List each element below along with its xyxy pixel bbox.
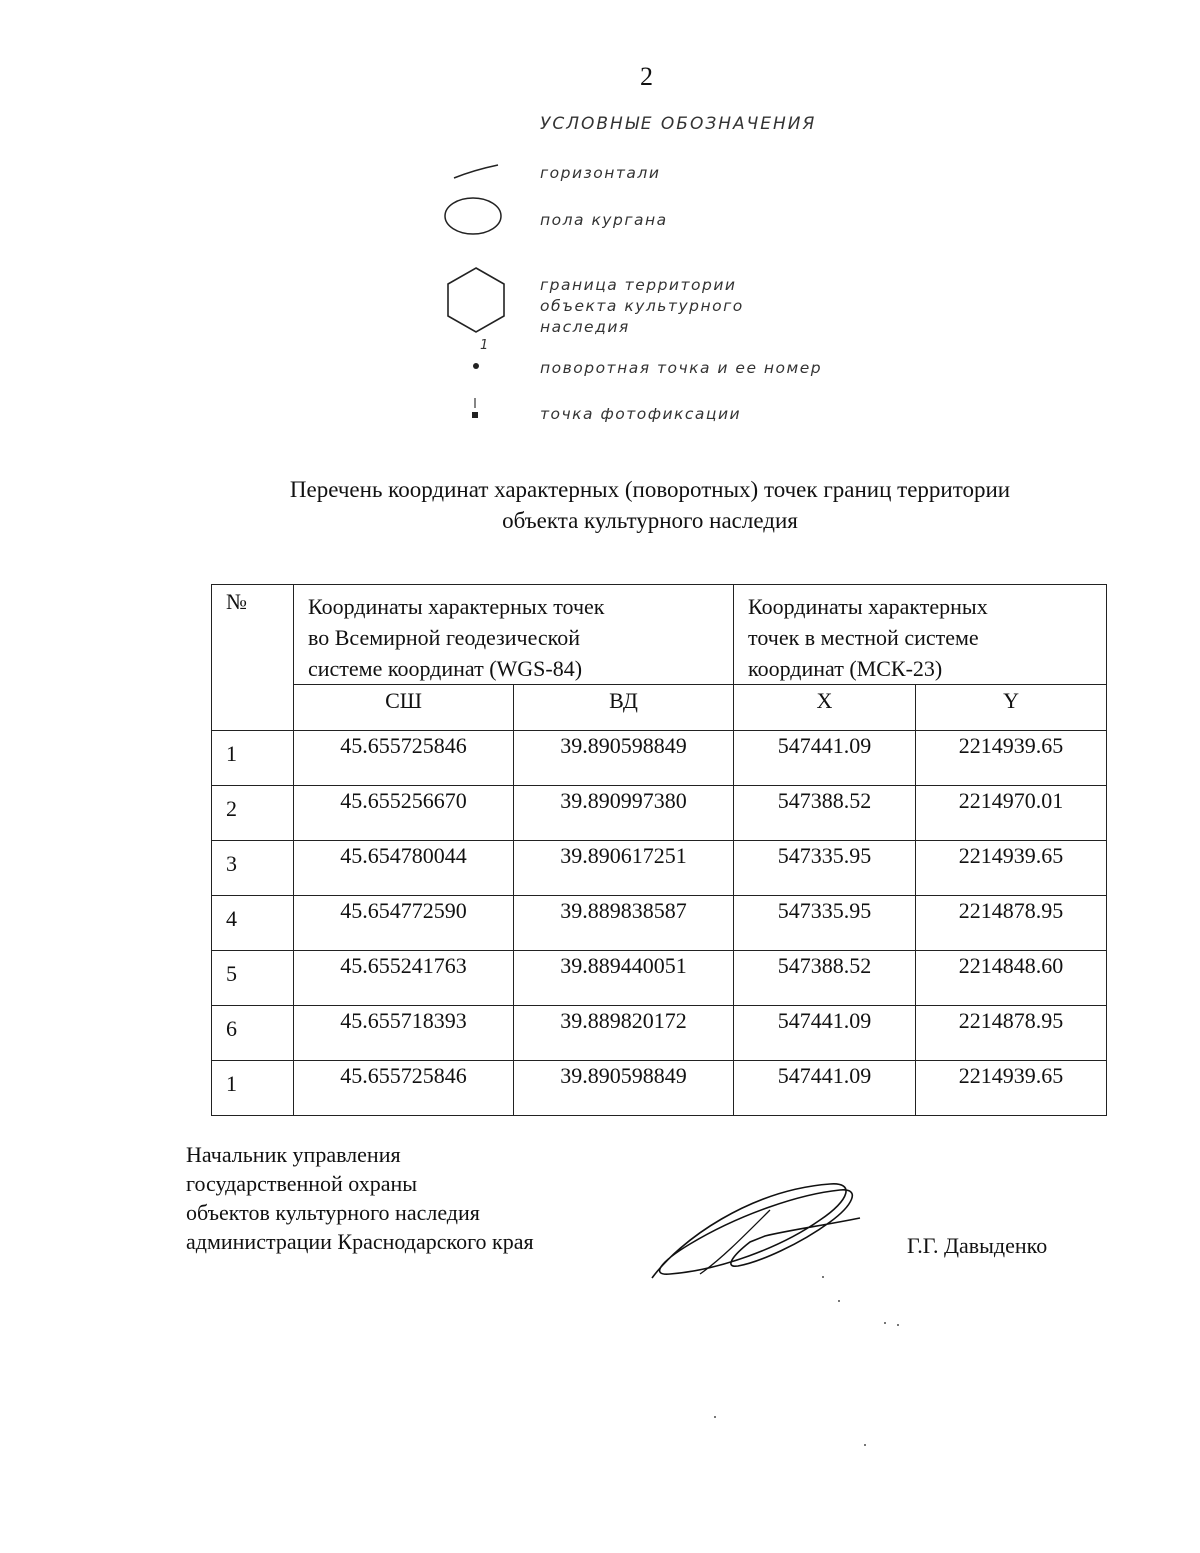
y-cell: 2214939.65 bbox=[916, 841, 1107, 896]
longitude-cell: 39.890598849 bbox=[514, 731, 734, 786]
table-subheader-y: Y bbox=[916, 685, 1107, 731]
coordinates-table bbox=[211, 584, 1107, 1116]
hexagon-icon bbox=[440, 264, 512, 336]
latitude-cell: 45.654780044 bbox=[294, 841, 514, 896]
table-row bbox=[212, 896, 1107, 951]
latitude-cell: 45.655725846 bbox=[294, 1061, 514, 1116]
point-number-cell: 1 bbox=[212, 1061, 294, 1116]
table-header-line: Координаты характерных bbox=[748, 594, 988, 619]
signatory-title-line: Начальник управления bbox=[186, 1142, 401, 1167]
point-number-cell: 1 bbox=[212, 731, 294, 786]
legend-label-territory-boundary bbox=[540, 275, 744, 338]
point-number-cell: 6 bbox=[212, 1006, 294, 1061]
point-number-cell: 3 bbox=[212, 841, 294, 896]
legend-label-line: граница территории bbox=[540, 276, 737, 294]
turning-point-marker-number: 1 bbox=[480, 338, 490, 353]
y-cell: 2214878.95 bbox=[916, 896, 1107, 951]
turning-point-icon bbox=[470, 360, 482, 372]
scan-speck bbox=[822, 1276, 824, 1278]
coordinates-list-title-line: Перечень координат характерных (поворотных) точек границ территории bbox=[289, 477, 1011, 502]
legend-label-barrow-floor: пола кургана bbox=[540, 211, 668, 229]
longitude-cell: 39.890617251 bbox=[514, 841, 734, 896]
table-header-line: во Всемирной геодезической bbox=[308, 625, 580, 650]
x-cell: 547335.95 bbox=[734, 841, 916, 896]
x-cell: 547388.52 bbox=[734, 786, 916, 841]
latitude-cell: 45.655725846 bbox=[294, 731, 514, 786]
latitude-cell: 45.655718393 bbox=[294, 1006, 514, 1061]
table-subheader-x: X bbox=[734, 685, 916, 731]
y-cell: 2214939.65 bbox=[916, 731, 1107, 786]
x-cell: 547441.09 bbox=[734, 1061, 916, 1116]
table-header-line: системе координат (WGS-84) bbox=[308, 656, 583, 681]
table-header-row bbox=[212, 585, 1107, 685]
handwritten-signature bbox=[640, 1170, 880, 1290]
signatory-title bbox=[186, 1140, 534, 1256]
table-header-line: точек в местной системе bbox=[748, 625, 979, 650]
legend-title: УСЛОВНЫЕ ОБОЗНАЧЕНИЯ bbox=[540, 114, 817, 134]
point-number-cell: 2 bbox=[212, 786, 294, 841]
scan-speck bbox=[714, 1416, 716, 1418]
table-header-number: № bbox=[212, 585, 294, 731]
signatory-name: Г.Г. Давыденко bbox=[907, 1233, 1048, 1258]
table-row bbox=[212, 951, 1107, 1006]
coordinates-list-title bbox=[205, 474, 1095, 536]
longitude-cell: 39.890997380 bbox=[514, 786, 734, 841]
x-cell: 547388.52 bbox=[734, 951, 916, 1006]
longitude-cell: 39.890598849 bbox=[514, 1061, 734, 1116]
scan-speck bbox=[864, 1444, 866, 1446]
table-row bbox=[212, 1006, 1107, 1061]
legend-label-photo-point: точка фотофиксации bbox=[540, 405, 742, 423]
table-header-line: координат (МСК-23) bbox=[748, 656, 943, 681]
table-row bbox=[212, 1061, 1107, 1116]
table-body bbox=[212, 731, 1107, 1116]
coordinates-list-title-line: объекта культурного наследия bbox=[502, 508, 798, 533]
legend-label-contours: горизонтали bbox=[540, 164, 661, 182]
latitude-cell: 45.655241763 bbox=[294, 951, 514, 1006]
signatory-title-line: объектов культурного наследия bbox=[186, 1200, 480, 1225]
table-row bbox=[212, 786, 1107, 841]
table-header-msk23 bbox=[734, 585, 1107, 685]
table-header-wgs84 bbox=[294, 585, 734, 685]
table-subheader-latitude: СШ bbox=[294, 685, 514, 731]
x-cell: 547441.09 bbox=[734, 731, 916, 786]
scan-speck bbox=[884, 1322, 886, 1324]
longitude-cell: 39.889838587 bbox=[514, 896, 734, 951]
y-cell: 2214848.60 bbox=[916, 951, 1107, 1006]
scan-speck bbox=[897, 1324, 899, 1326]
legend-label-turning-point: поворотная точка и ее номер bbox=[540, 359, 823, 377]
table-subheader-longitude: ВД bbox=[514, 685, 734, 731]
point-number-cell: 5 bbox=[212, 951, 294, 1006]
signatory-title-line: государственной охраны bbox=[186, 1171, 418, 1196]
table-row bbox=[212, 841, 1107, 896]
point-number-cell: 4 bbox=[212, 896, 294, 951]
table-row bbox=[212, 731, 1107, 786]
y-cell: 2214970.01 bbox=[916, 786, 1107, 841]
table-header-line: Координаты характерных точек bbox=[308, 594, 605, 619]
longitude-cell: 39.889440051 bbox=[514, 951, 734, 1006]
legend-label-line: объекта культурного bbox=[540, 297, 744, 315]
photo-point-icon bbox=[468, 396, 482, 422]
ellipse-icon bbox=[442, 194, 504, 238]
latitude-cell: 45.654772590 bbox=[294, 896, 514, 951]
table-subheader-row bbox=[212, 685, 1107, 731]
y-cell: 2214939.65 bbox=[916, 1061, 1107, 1116]
longitude-cell: 39.889820172 bbox=[514, 1006, 734, 1061]
y-cell: 2214878.95 bbox=[916, 1006, 1107, 1061]
x-cell: 547441.09 bbox=[734, 1006, 916, 1061]
x-cell: 547335.95 bbox=[734, 896, 916, 951]
page-number: 2 bbox=[640, 62, 653, 91]
scan-speck bbox=[838, 1300, 840, 1302]
legend-label-line: наследия bbox=[540, 318, 630, 336]
signatory-title-line: администрации Краснодарского края bbox=[186, 1229, 534, 1254]
contour-line-icon bbox=[452, 160, 502, 184]
latitude-cell: 45.655256670 bbox=[294, 786, 514, 841]
